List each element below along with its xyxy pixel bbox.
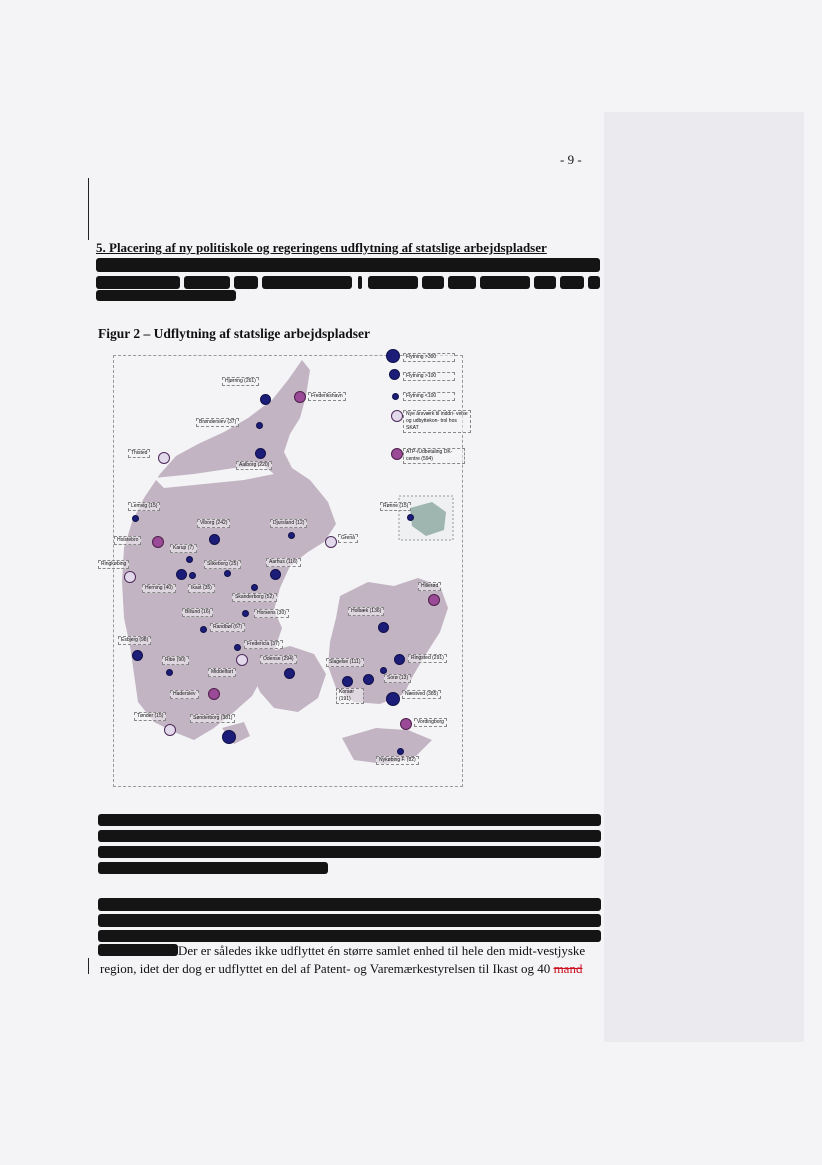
- map-label-frederikshavn: Frederikshavn: [308, 392, 346, 401]
- map-dot-ringsted: [394, 654, 405, 665]
- map-label-hjorring: Hjørring (261): [222, 377, 259, 386]
- map-label-ribe: Ribe (90): [162, 656, 189, 665]
- map-dot-vordingborg: [400, 718, 412, 730]
- page-number: - 9 -: [560, 152, 582, 167]
- map-label-holbaek: Holbæk (136): [348, 607, 384, 616]
- map-dot-randbol: [200, 626, 207, 633]
- map-label-karup: Karup (7): [170, 544, 197, 553]
- map-label-middelfart: Middelfart: [208, 668, 236, 677]
- map-label-bronderslev: Brønderslev (37): [196, 418, 239, 427]
- map-label-sonderborg: Sønderborg (381): [190, 714, 235, 723]
- map-label-holstebro: Holstebro: [114, 536, 141, 545]
- map-label-slagelse: Slagelse (111): [326, 658, 364, 667]
- redaction-bar: [98, 914, 601, 927]
- legend-label: Flytning >100: [403, 372, 455, 381]
- legend-dot-new: [391, 410, 403, 422]
- denmark-map-figure: [101, 354, 468, 787]
- map-label-aalborg: Aalborg (220): [236, 461, 272, 470]
- map-dot-slagelse: [342, 676, 353, 687]
- legend-dot-large: [386, 349, 400, 363]
- map-label-skanderborg: Skanderborg (52): [232, 593, 277, 602]
- map-label-hillerod: Hillerød: [418, 582, 441, 591]
- map-label-ikast: Ikast (35): [188, 584, 215, 593]
- redaction-bar: [588, 276, 600, 289]
- map-dot-ringkobing: [124, 571, 136, 583]
- map-label-billund: Billund (16): [182, 608, 213, 617]
- redaction-bar: [358, 276, 362, 289]
- body-line-1: Der er således ikke udflyttet én større samlet enhed til hele den midt-vestjyske: [178, 943, 586, 958]
- redaction-bar: [234, 276, 258, 289]
- map-label-fredericia: Fredericia (37): [244, 640, 283, 649]
- map-dot-naestved: [386, 692, 400, 706]
- struck-word: mand: [553, 961, 583, 976]
- redaction-bar: [448, 276, 476, 289]
- map-label-korsor: Korsør (191): [336, 688, 364, 704]
- map-label-odense: Odense (294): [260, 655, 297, 664]
- redaction-bar: [184, 276, 230, 289]
- map-dot-bronderslev: [256, 422, 263, 429]
- change-bar: [88, 178, 89, 240]
- redaction-bar: [534, 276, 556, 289]
- redaction-bar: [98, 846, 601, 858]
- redaction-bar: [98, 830, 601, 842]
- map-label-silkeborg: Silkeborg (25): [204, 560, 241, 569]
- map-label-djursland: Djursland (12): [270, 519, 307, 528]
- map-dot-fredericia: [234, 644, 241, 651]
- map-dot-holstebro: [152, 536, 164, 548]
- map-dot-thisted: [158, 452, 170, 464]
- redaction-bar: [98, 944, 178, 956]
- legend-dot-atp: [391, 448, 403, 460]
- map-dot-tonder: [164, 724, 176, 736]
- section-heading: 5. Placering af ny politiskole og regeringens udflytning af statslige arbejdspladser: [96, 240, 547, 255]
- map-label-naestved: Næstved (385): [402, 690, 441, 699]
- map-label-esbjerg: Esbjerg (98): [118, 636, 151, 645]
- map-label-ringkobing: Ringkøbing: [98, 560, 129, 569]
- map-dot-soro: [380, 667, 387, 674]
- map-dot-hjorring: [260, 394, 271, 405]
- map-label-lemvig: Lemvig (15): [128, 502, 160, 511]
- map-label-haderslev: Haderslev: [170, 690, 199, 699]
- legend-label: Flytning <100: [403, 392, 455, 401]
- map-dot-herning: [176, 569, 187, 580]
- map-dot-haderslev: [208, 688, 220, 700]
- map-dot-karup: [186, 556, 193, 563]
- map-label-grenaa: Grenå: [338, 534, 358, 543]
- map-dot-aalborg: [255, 448, 266, 459]
- map-dot-ikast: [189, 572, 196, 579]
- map-label-aarhus: Aarhus (116): [266, 558, 301, 567]
- side-panel: [604, 112, 804, 1042]
- map-dot-skanderborg: [251, 584, 258, 591]
- redaction-bar: [98, 898, 601, 911]
- redaction-bar: [98, 930, 601, 942]
- legend-label: ATP-/Udbetaling DK- centre (594): [403, 448, 465, 464]
- map-dot-holbaek: [378, 622, 389, 633]
- figure-title: Figur 2 – Udflytning af statslige arbejdspladser: [98, 326, 371, 341]
- map-dot-middelfart: [236, 654, 248, 666]
- legend-label: Nye årsværk til inddri- velse og udbyttekon- trol hos SKAT: [403, 410, 471, 433]
- redaction-bar: [96, 258, 600, 272]
- map-label-thisted: Thisted: [128, 449, 150, 458]
- legend-dot-small: [392, 393, 399, 400]
- map-label-ronne: Rønne (15): [380, 502, 411, 511]
- map-label-vordingborg: Vordingborg: [414, 718, 447, 727]
- redaction-bar: [422, 276, 444, 289]
- map-dot-slagelse-2: [363, 674, 374, 685]
- legend-label: Flytning >300: [403, 353, 455, 362]
- map-label-tonder: Tønder (15): [134, 712, 166, 721]
- map-dot-sonderborg: [222, 730, 236, 744]
- redaction-bar: [98, 814, 601, 826]
- legend-dot-medium: [389, 369, 400, 380]
- map-label-viborg: Viborg (242): [197, 519, 230, 528]
- map-label-nykobing: Nykøbing F. (82): [376, 756, 419, 765]
- map-label-horsens: Horsens (30): [254, 609, 289, 618]
- redaction-bar: [96, 276, 180, 289]
- map-dot-viborg: [209, 534, 220, 545]
- map-dot-silkeborg: [224, 570, 231, 577]
- map-label-randbol: Randbøl (67): [210, 623, 245, 632]
- map-dot-horsens: [242, 610, 249, 617]
- map-dot-frederikshavn: [294, 391, 306, 403]
- map-dot-odense: [284, 668, 295, 679]
- map-dot-nykobing: [397, 748, 404, 755]
- redaction-bar: [96, 290, 236, 301]
- map-label-herning: Herning (40): [142, 584, 176, 593]
- map-dot-esbjerg: [132, 650, 143, 661]
- map-dot-ronne: [407, 514, 414, 521]
- redaction-bar: [262, 276, 352, 289]
- map-dot-djursland: [288, 532, 295, 539]
- map-dot-lemvig: [132, 515, 139, 522]
- body-line-2: [100, 960, 620, 978]
- map-dot-ribe: [166, 669, 173, 676]
- map-label-ringsted: Ringsted (291): [408, 654, 447, 663]
- map-label-soro: Sorø (13): [384, 674, 411, 683]
- redaction-bar: [368, 276, 418, 289]
- change-bar: [88, 958, 89, 974]
- redaction-bar: [98, 862, 328, 874]
- map-dot-aarhus: [270, 569, 281, 580]
- map-dot-grenaa: [325, 536, 337, 548]
- redaction-bar: [480, 276, 530, 289]
- map-dot-hillerod: [428, 594, 440, 606]
- redaction-bar: [560, 276, 584, 289]
- body-line-2-text: region, idet der dog er udflyttet en del af Patent- og Varemærkestyrelsen til Ikast og 40: [100, 961, 554, 976]
